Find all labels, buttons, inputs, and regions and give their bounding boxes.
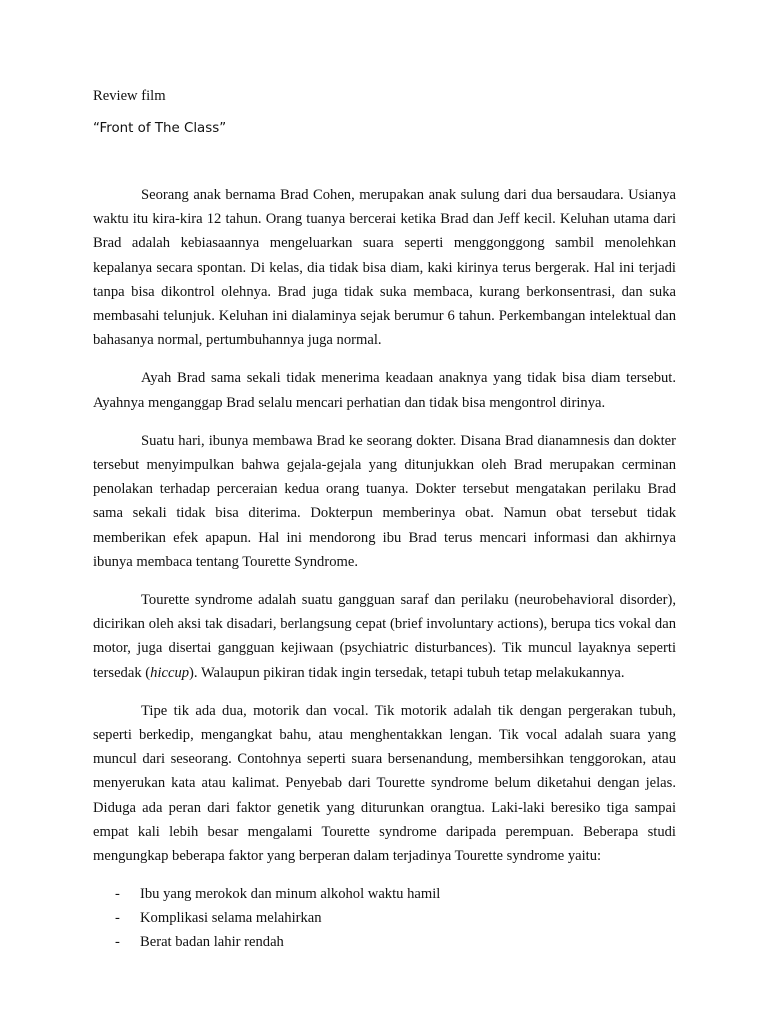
- film-title: “Front of The Class”: [93, 121, 227, 136]
- paragraph-doctor: Suatu hari, ibunya membawa Brad ke seorang dokter. Disana Brad dianamnesis dan dokter tersebut menyimpulkan bahwa gejala-gejala yang ditunjukkan oleh Brad merupakan cerminan penolakan terhadap perceraian kedua orang tuanya. Dokter tersebut mengatakan perilaku Brad sama sekali tidak bisa diterima. Dokterpun memberinya obat. Namun obat tersebut tidak memberikan efek apapun. Hal ini mendorong ibu Brad terus mencari informasi dan akhirnya ibunya membaca tentang Tourette Syndrome.: [93, 432, 676, 570]
- list-item: [93, 930, 676, 954]
- paragraph-tic-types: Tipe tik ada dua, motorik dan vocal. Tik motorik adalah tik dengan pergerakan tubuh, seperti berkedip, mengangkat bahu, atau menghentakkan lengan. Tik vocal adalah suara yang muncul dari seseorang. Contohnya seperti suara bersenandung, membersihkan tenggorokan, atau menyerukan kata atau kalimat. Penyebab dari Tourette syndrome belum diketahui dengan jelas. Diduga ada peran dari faktor genetik yang diturunkan orangtua. Laki-laki beresiko tiga sampai empat kali lebih besar mengalami Tourette syndrome daripada perempuan. Beberapa studi mengungkap beberapa faktor yang berperan dalam terjadinya Tourette syndrome yaitu:: [93, 702, 676, 865]
- tourette-text-after: ). Walaupun pikiran tidak ingin tersedak, tetapi tubuh tetap melakukannya.: [189, 664, 625, 681]
- list-dash: -: [115, 934, 120, 951]
- list-item-text: Komplikasi selama melahirkan: [140, 910, 322, 927]
- document-page: [93, 84, 676, 954]
- list-dash: -: [115, 910, 120, 927]
- risk-factor-list: [93, 882, 676, 954]
- list-item: [93, 906, 676, 930]
- list-item: [93, 882, 676, 906]
- paragraph-father: Ayah Brad sama sekali tidak menerima keadaan anaknya yang tidak bisa diam tersebut. Ayahnya menganggap Brad selalu mencari perhatian dan tidak bisa mengontrol dirinya.: [93, 370, 676, 411]
- tourette-text-before: Tourette syndrome adalah suatu gangguan saraf dan perilaku (neurobehavioral disorder), dicirikan oleh aksi tak disadari, berlangsung cepat (brief involuntary actions), berupa tics vokal dan motor, juga disertai gangguan kejiwaan (psychiatric disturbances). Tik muncul layaknya seperti tersedak (: [93, 592, 676, 681]
- paragraph-brad-intro: Seorang anak bernama Brad Cohen, merupakan anak sulung dari dua bersaudara. Usianya waktu itu kira-kira 12 tahun. Orang tuanya bercerai ketika Brad dan Jeff kecil. Keluhan utama dari Brad adalah kebiasaannya mengeluarkan suara seperti menggonggong sambil menolehkan kepalanya secara spontan. Di kelas, dia tidak bisa diam, kaki kirinya terus bergerak. Hal ini terjadi tanpa bisa dikontrol olehnya. Brad juga tidak suka membaca, kurang berkonsentrasi, dan suka membasahi telunjuk. Keluhan ini dialaminya sejak berumur 6 tahun. Perkembangan intelektual dan bahasanya normal, pertumbuhannya juga normal.: [93, 187, 676, 349]
- list-item-text: Ibu yang merokok dan minum alkohol waktu hamil: [140, 886, 441, 903]
- list-item-text: Berat badan lahir rendah: [140, 934, 284, 951]
- paragraph-tourette-definition: [93, 588, 676, 685]
- hiccup-term: hiccup: [150, 664, 190, 681]
- list-dash: -: [115, 886, 120, 903]
- document-label: Review film: [93, 88, 166, 104]
